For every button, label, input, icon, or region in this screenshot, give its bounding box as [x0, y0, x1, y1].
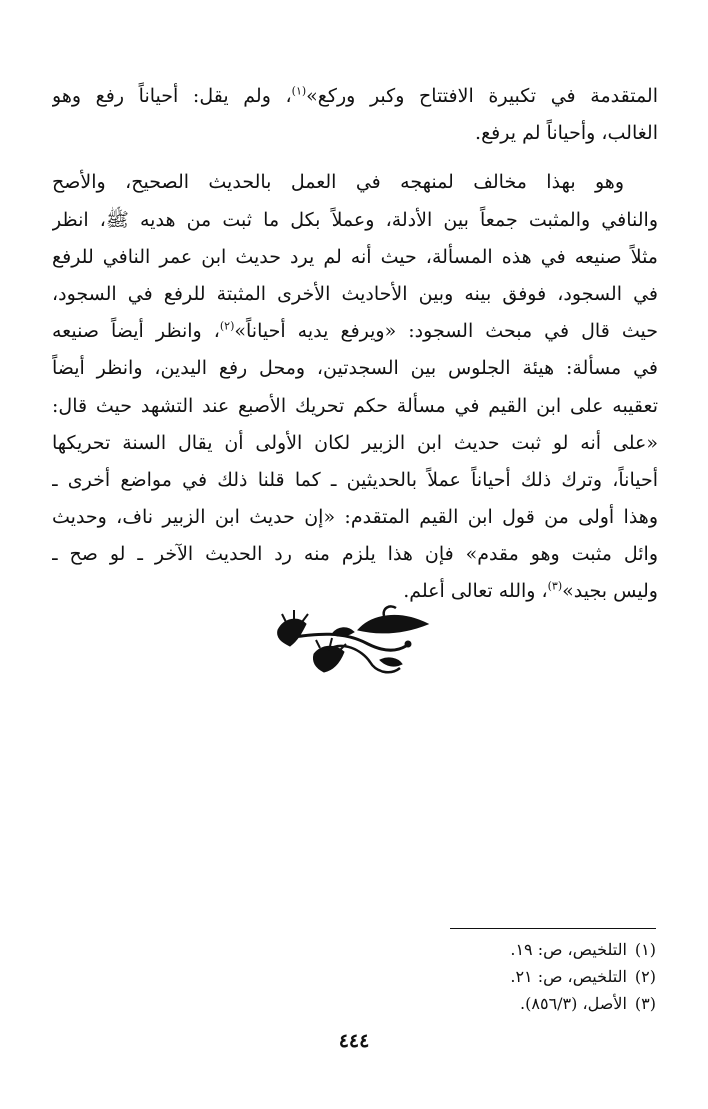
footnote-text: الأصل، (٨٥٦/٣). — [520, 994, 627, 1013]
page-number: ٤٤٤ — [338, 1030, 370, 1052]
text-line: وليس بجيد»$^{(٣)}$، والله تعالى أعلم. — [403, 580, 658, 603]
text-line: في مسألة: هيئة الجلوس بين السجدتين، ومحل رفع اليدين، وانظر أيضاً — [52, 357, 658, 380]
footnote-number: (١) — [634, 940, 656, 959]
footnote-separator — [450, 928, 656, 929]
footnote-number: (٣) — [634, 994, 656, 1013]
footnote-number: (٢) — [634, 967, 656, 986]
text-line: والنافي والمثبت جمعاً بين الأدلة، وعملاً بكل ما ثبت من هديه ﷺ، انظر — [52, 208, 658, 231]
footnote-text: التلخيص، ص: ١٩. — [510, 940, 627, 959]
text-line: وهو بهذا مخالف لمنهجه في العمل بالحديث الصحيح، والأصح — [52, 171, 624, 194]
text-line: مثلاً صنيعه في هذه المسألة، حيث أنه لم يرد حديث ابن عمر النافي للرفع — [52, 245, 658, 268]
text-line: وهذا أولى من قول ابن القيم المتقدم: «إن حديث ابن الزبير ناف، وحديث — [52, 506, 658, 529]
footnote-ref[interactable]: (١) — [291, 84, 307, 98]
footnote-ref[interactable]: (٢) — [219, 319, 235, 333]
text-line: الغالب، وأحياناً لم يرفع. — [475, 122, 658, 145]
text-line: أحياناً، وترك ذلك أحياناً عملاً بالحديثين ـ كما قلنا ذلك في مواضع أخرى ـ — [52, 468, 658, 491]
text-line: في السجود، فوفق بينه وبين الأحاديث الأخرى المثبتة للرفع في السجود، — [52, 282, 658, 305]
text-line: تعقيبه على ابن القيم في مسألة حكم تحريك الأصبع عند التشهد حيث قال: — [52, 394, 658, 417]
text-line: حيث قال في مبحث السجود: «ويرفع يديه أحياناً»$^{(٢)}$، وانظر أيضاً صنيعه — [52, 319, 658, 343]
footnote-text: التلخيص، ص: ٢١. — [510, 967, 627, 986]
paragraph-gap — [52, 152, 658, 164]
footnotes — [300, 936, 656, 1017]
text-line: «على أنه لو ثبت حديث ابن الزبير لكان الأولى أن يقال السنة تحريكها — [52, 431, 658, 454]
footnote-ref[interactable]: (٣) — [547, 580, 563, 594]
footnote-item — [300, 990, 656, 1017]
footnote-item — [300, 963, 656, 990]
text-line: وائل مثبت وهو مقدم» فإن هذا يلزم منه رد الحديث الآخر ـ لو صح ـ — [52, 543, 658, 566]
footnote-item — [300, 936, 656, 963]
floral-ornament-icon — [272, 600, 436, 682]
text-line: المتقدمة في تكبيرة الافتتاح وكبر وركع»$^{(١)}$، ولم يقل: أحياناً رفع وهو — [52, 84, 658, 107]
main-text — [52, 78, 658, 611]
